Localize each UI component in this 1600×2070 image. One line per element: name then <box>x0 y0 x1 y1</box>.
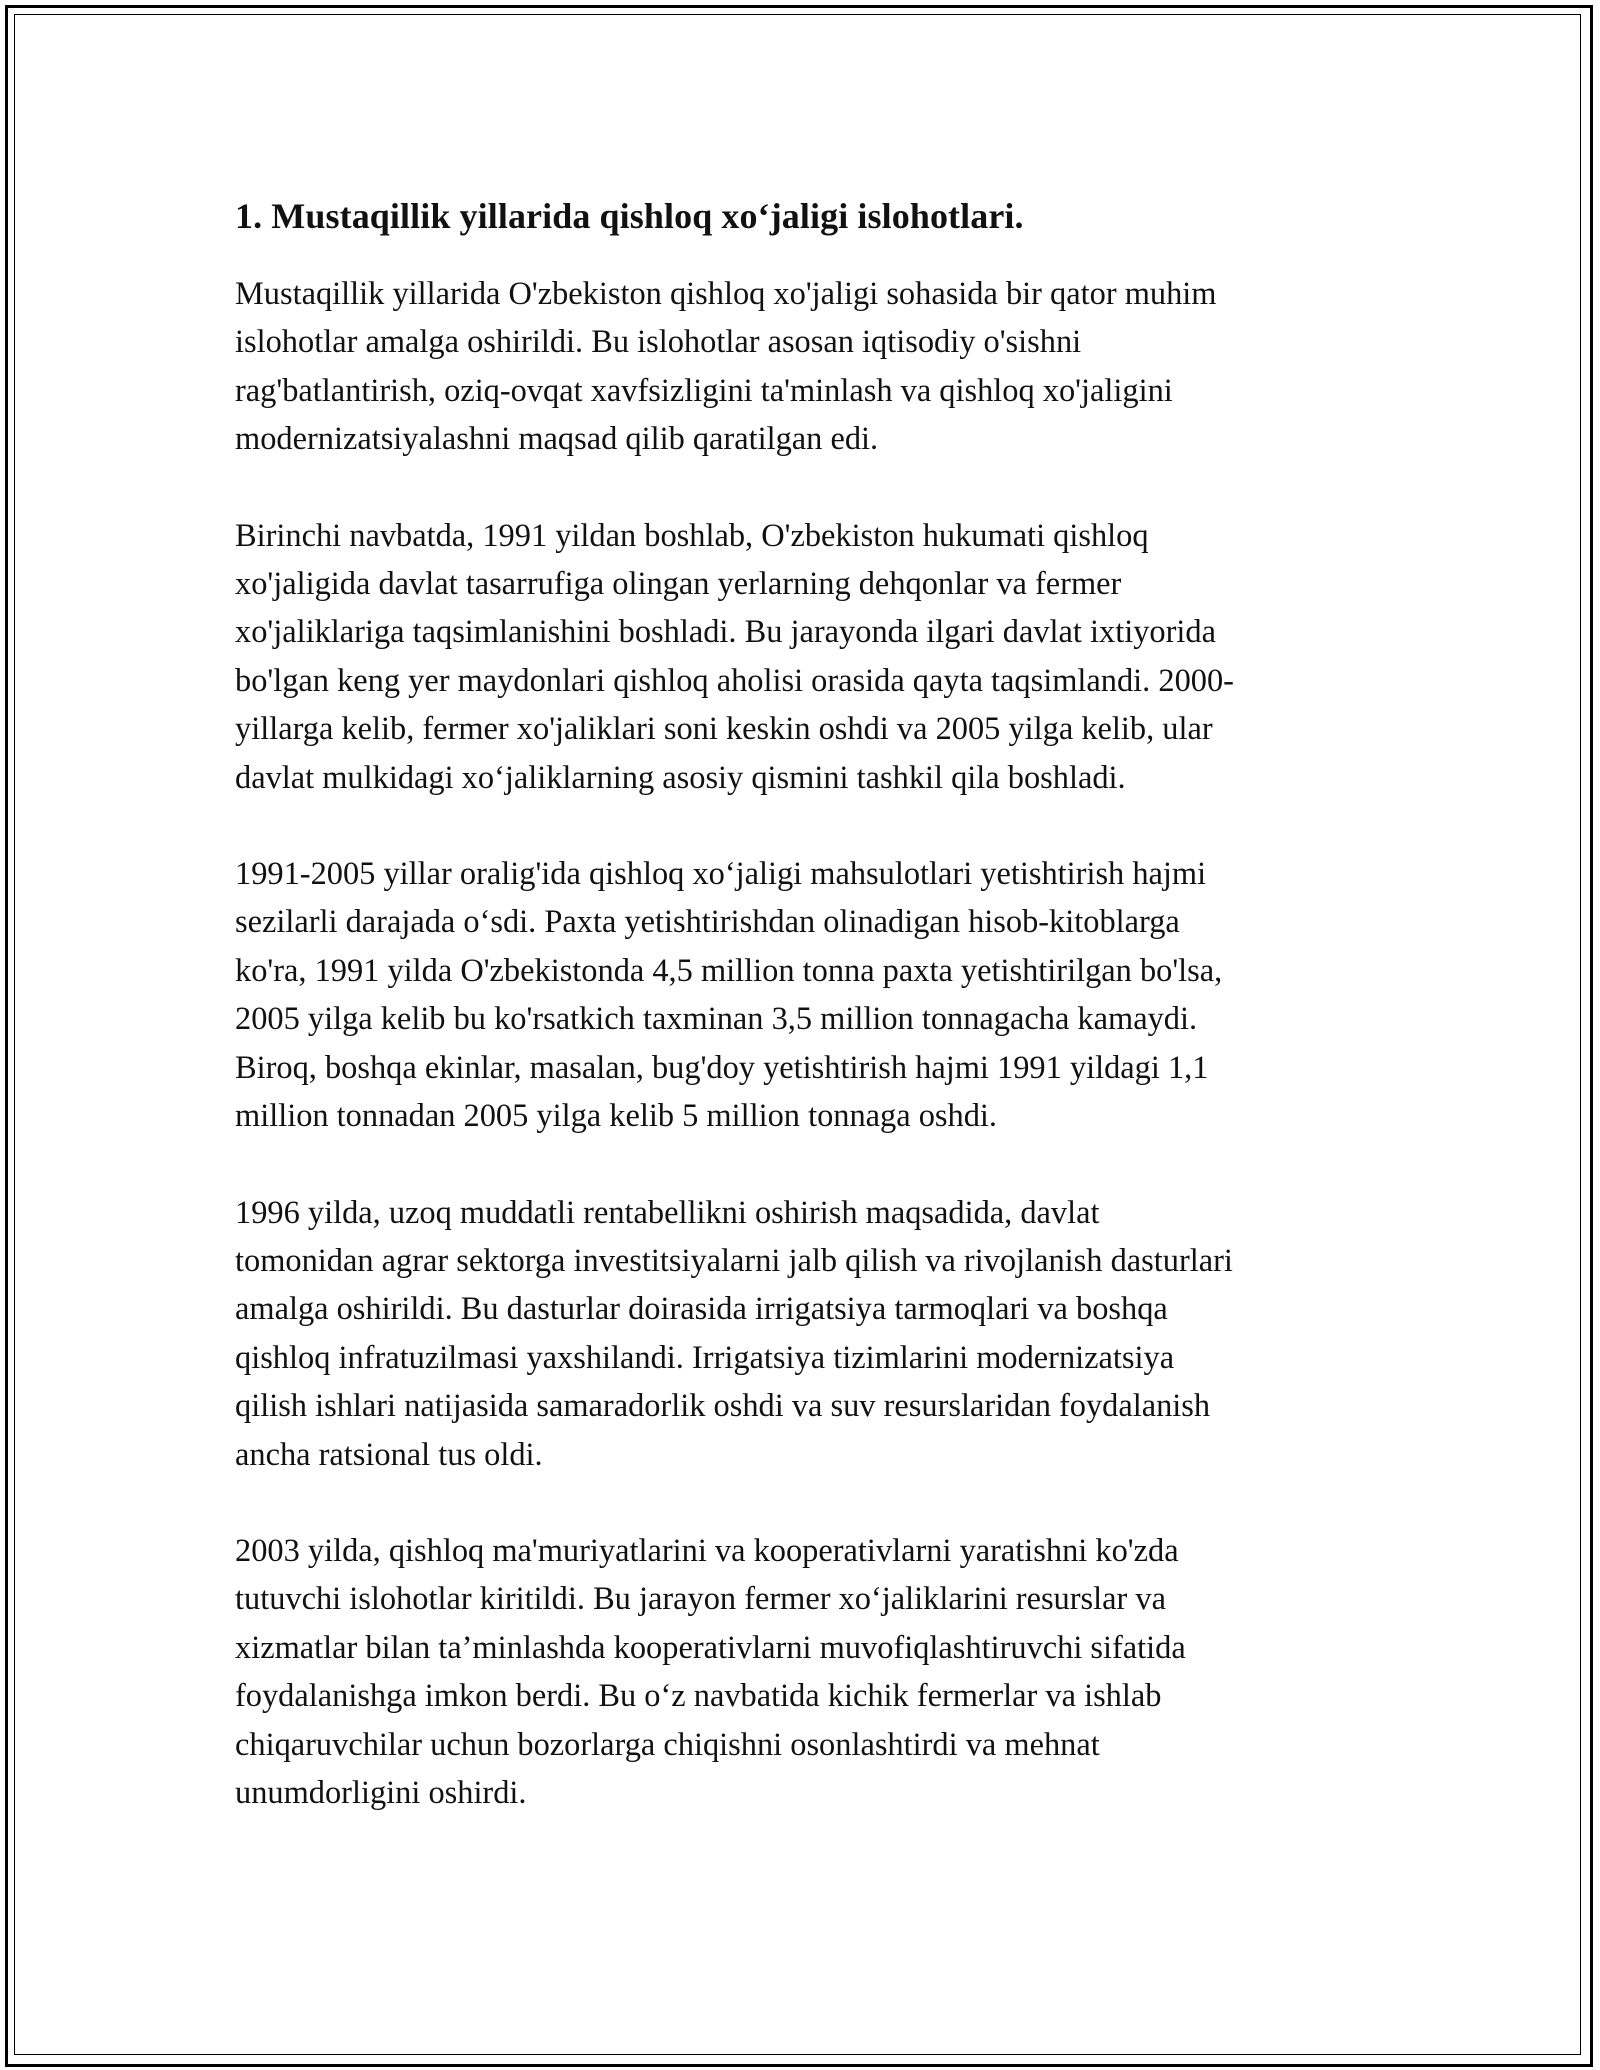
paragraph-land-reform: Birinchi navbatda, 1991 yildan boshlab, O'zbekiston hukumati qishloq xo'jaligida davlat tasarrufiga olingan yerlarning dehqonlar va fermer xo'jaliklariga taqsimlanishini boshladi. Bu jarayonda ilgari davlat ixtiyorida bo'lgan keng yer maydonlari qishloq aholisi orasida qayta taqsimlandi. 2000- yillarga kelib, fermer xo'jaliklari soni keskin oshdi va 2005 yilga kelib, ular davlat mulkidagi xo‘jaliklarning asosiy qismini tashkil qila boshladi. <box>235 517 1234 796</box>
paragraph-investment: 1996 yilda, uzoq muddatli rentabellikni oshirish maqsadida, davlat tomonidan agrar sektorga investitsiyalarni jalb qilish va rivojlanish dasturlari amalga oshirildi. Bu dasturlar doirasida irrigatsiya tarmoqlari va boshqa qishloq infratuzilmasi yaxshilandi. Irrigatsiya tizimlarini modernizatsiya qilish ishlari natijasida samaradorlik oshdi va suv resurslaridan foydalanish ancha ratsional tus oldi. <box>235 1194 1233 1473</box>
page-title: 1. Mustaqillik yillarida qishloq xo‘jaligi islohotlari. <box>235 196 1024 236</box>
document-body <box>235 188 1375 1865</box>
paragraph-cooperatives: 2003 yilda, qishloq ma'muriyatlarini va kooperativlarni yaratishni ko'zda tutuvchi islohotlar kiritildi. Bu jarayon fermer xo‘jaliklarini resurslar va xizmatlar bilan ta’minlashda kooperativlarni muvofiqlashtiruvchi sifatida foydalanishga imkon berdi. Bu o‘z navbatida kichik fermerlar va ishlab chiqaruvchilar uchun bozorlarga chiqishni osonlashtirdi va mehnat unumdorligini oshirdi. <box>235 1532 1186 1811</box>
paragraph-intro: Mustaqillik yillarida O'zbekiston qishloq xo'jaligi sohasida bir qator muhim islohotlar amalga oshirildi. Bu islohotlar asosan iqtisodiy o'sishni rag'batlantirish, oziq-ovqat xavfsizligini ta'minlash va qishloq xo'jaligini modernizatsiyalashni maqsad qilib qaratilgan edi. <box>235 276 1217 458</box>
paragraph-production: 1991-2005 yillar oralig'ida qishloq xo‘jaligi mahsulotlari yetishtirish hajmi sezilarli darajada o‘sdi. Paxta yetishtirishdan olinadigan hisob-kitoblarga ko'ra, 1991 yilda O'zbekistonda 4,5 million tonna paxta yetishtirilgan bo'lsa, 2005 yilga kelib bu ko'rsatkich taxminan 3,5 million tonnagacha kamaydi. Biroq, boshqa ekinlar, masalan, bug'doy yetishtirish hajmi 1991 yildagi 1,1 million tonnadan 2005 yilga kelib 5 million tonnaga oshdi. <box>235 856 1223 1135</box>
